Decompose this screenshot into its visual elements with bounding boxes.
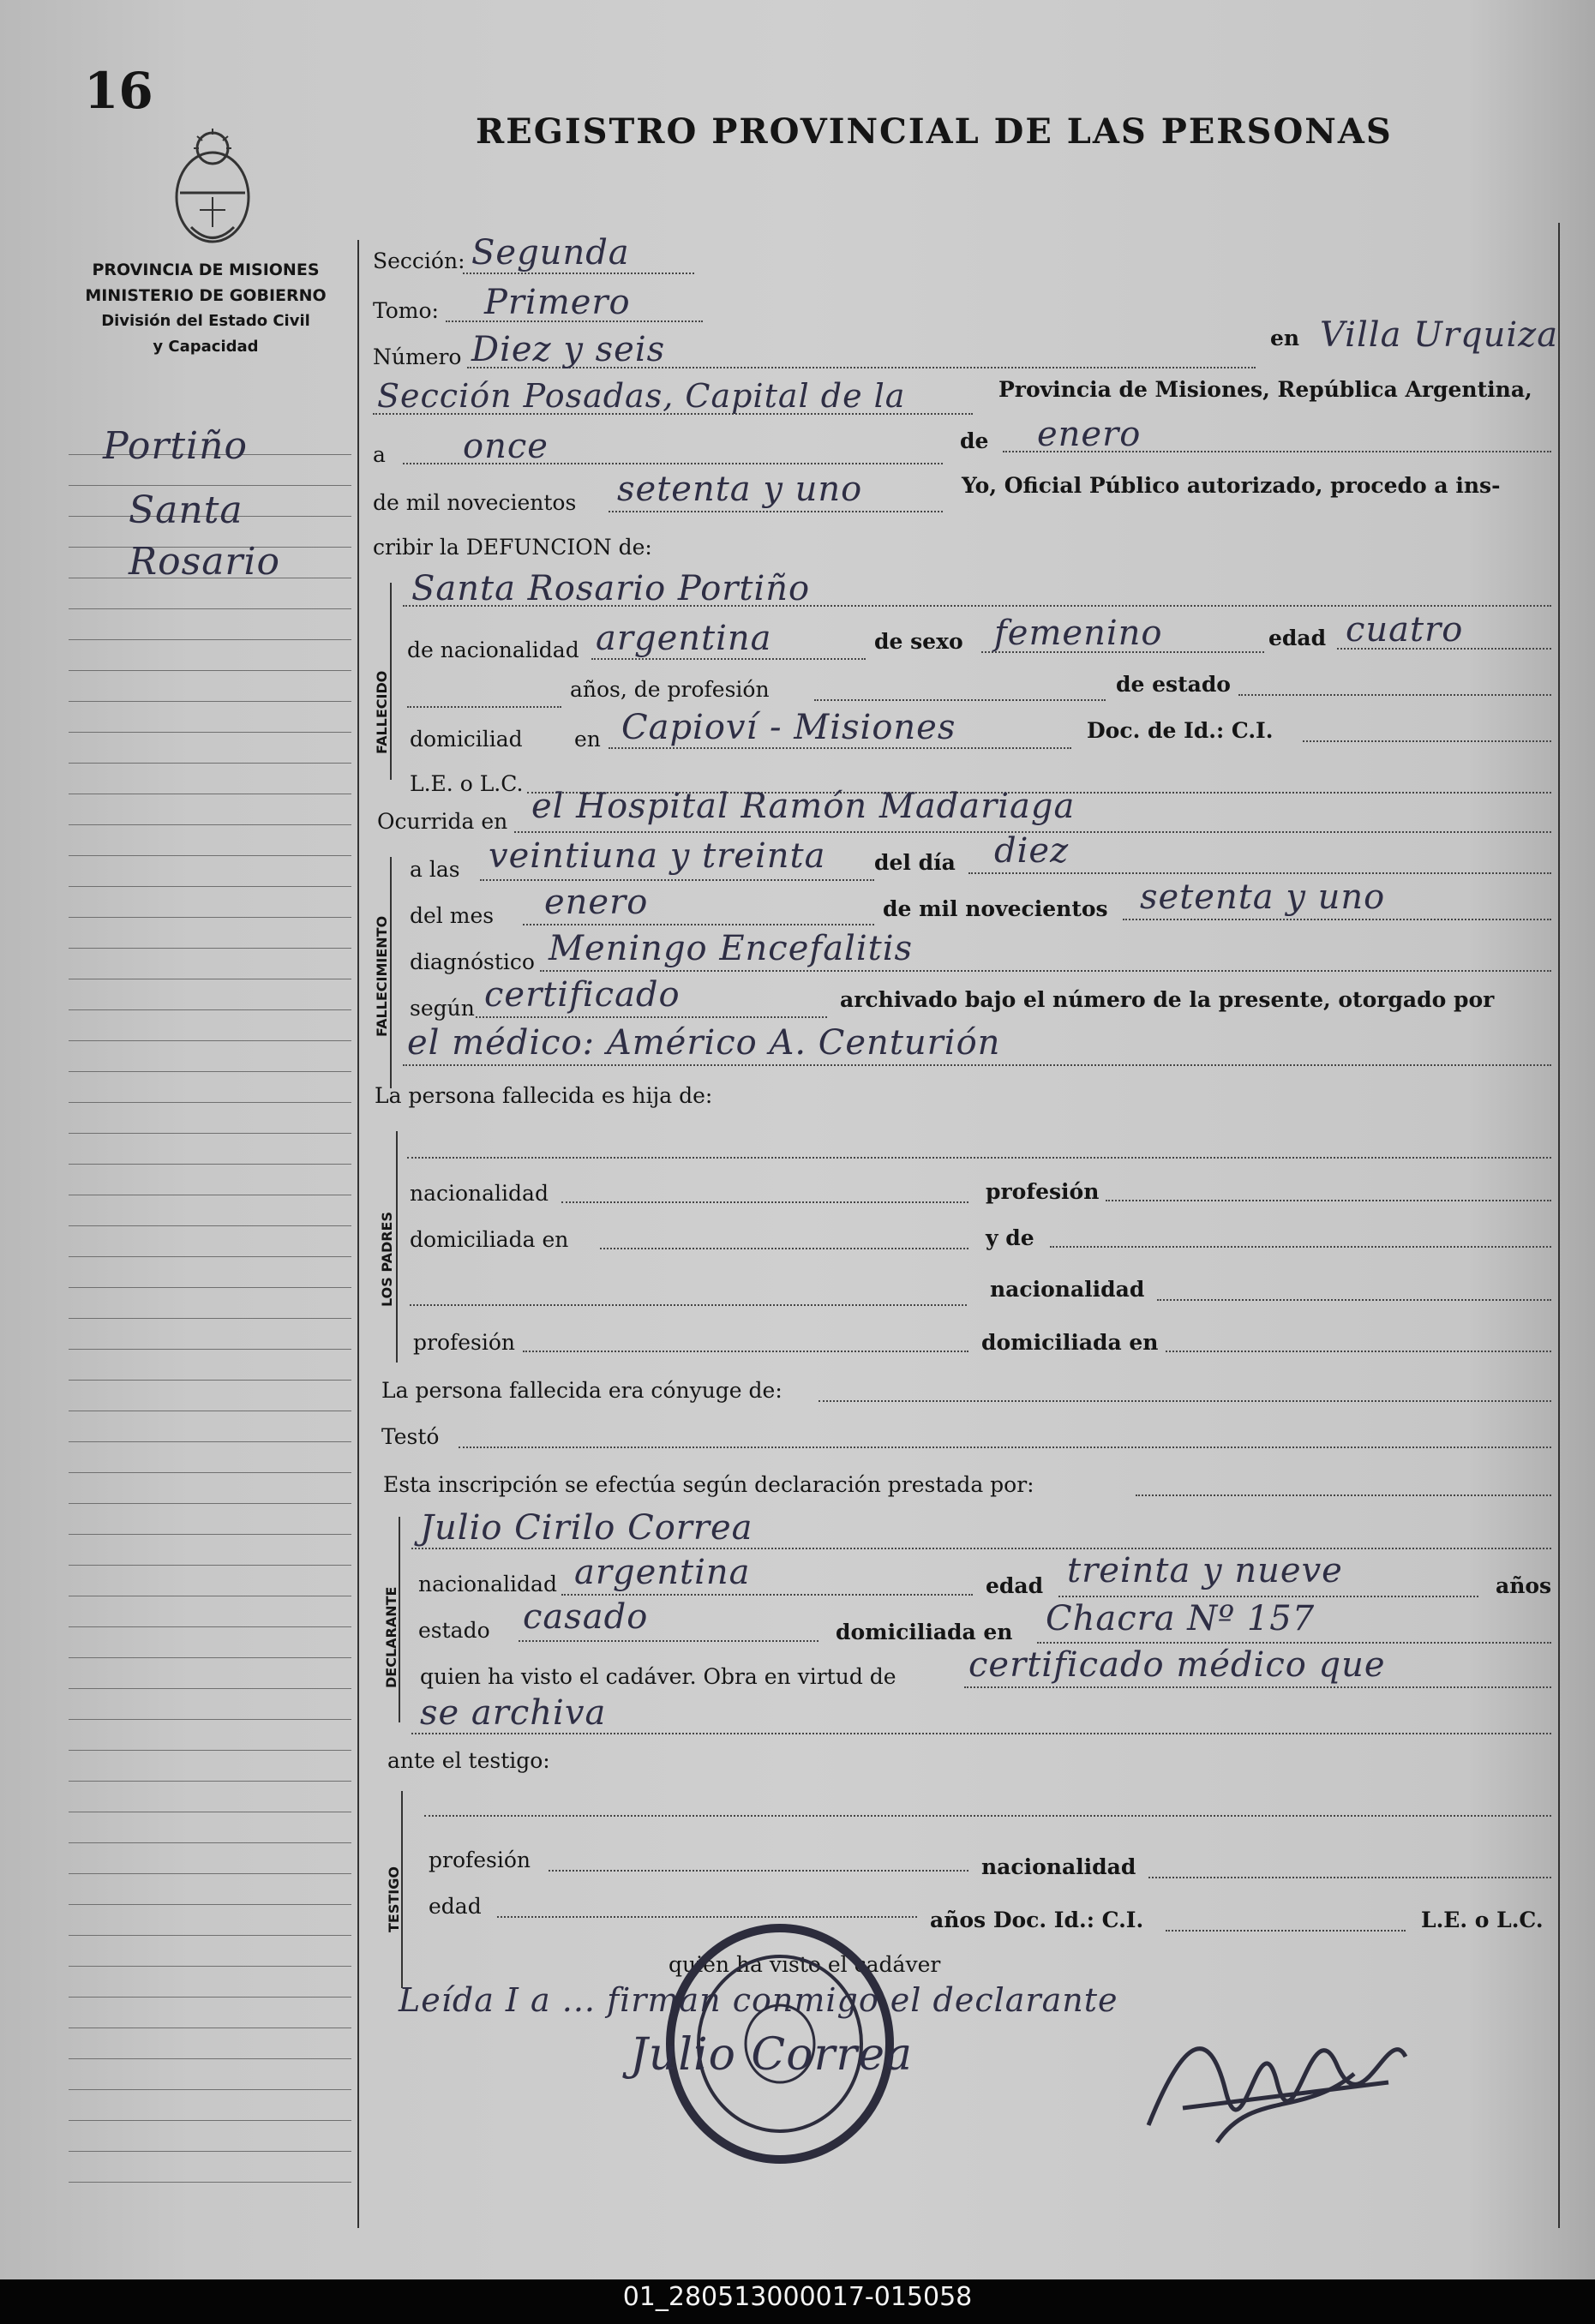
madre-extra-line: [410, 1304, 967, 1306]
margin-rule: [69, 1164, 351, 1165]
margin-rule: [69, 948, 351, 949]
margin-rule: [69, 1225, 351, 1226]
obra-value: certificado médico que: [968, 1645, 1386, 1685]
mes-muerte-value: enero: [544, 883, 649, 922]
nacionalidad-label: de nacionalidad: [407, 638, 579, 662]
leida-value: Leída I a ... firman conmigo el declarante: [399, 1981, 1118, 2019]
testigo-label: TESTIGO: [386, 1866, 402, 1932]
padres-label: LOS PADRES: [379, 1211, 395, 1307]
diagnostico-value: Meningo Encefalitis: [549, 929, 914, 968]
dia-muerte-value: diez: [994, 831, 1070, 871]
decl-anos-label: años: [1496, 1573, 1552, 1598]
margin-rule: [69, 670, 351, 671]
fallecimiento-bracket: [390, 857, 392, 1088]
en-label: en: [1270, 326, 1300, 350]
hora-value: veintiuna y treinta: [489, 836, 826, 876]
mes-value: enero: [1037, 415, 1142, 454]
anio-value: setenta y uno: [617, 470, 863, 509]
padres-bracket: [396, 1131, 398, 1363]
estado-label: de estado: [1116, 672, 1231, 697]
decl-domicilio-label: domiciliada en: [836, 1620, 1013, 1644]
margin-note-name2: Rosario: [129, 540, 281, 584]
inscribir-label: cribir la DEFUNCION de:: [373, 535, 652, 560]
del-mes-label: del mes: [410, 903, 495, 928]
madre-profesion-label: profesión: [413, 1330, 516, 1355]
issuer-capacity: y Capacidad: [153, 338, 259, 356]
anio-line: [609, 511, 943, 512]
padre-nacionalidad-label: nacionalidad: [410, 1181, 549, 1206]
decl-estado-label: estado: [418, 1618, 490, 1643]
margin-rule: [69, 1657, 351, 1658]
padre-domicilio-label: domiciliada en: [410, 1227, 569, 1252]
margin-note-surname: Portiño: [103, 424, 248, 468]
issuer-ministry: MINISTERIO DE GOBIERNO: [85, 286, 327, 305]
padre-profesion-label: profesión: [986, 1179, 1100, 1204]
margin-rule: [69, 1997, 351, 1998]
margin-rule: [69, 2151, 351, 2152]
inscripcion-label: Esta inscripción se efectúa según declaración prestada por:: [383, 1472, 1034, 1497]
right-margin-rule: [1558, 223, 1560, 2228]
decl-domicilio-value: Chacra Nº 157: [1046, 1599, 1316, 1638]
numero-label: Número: [373, 344, 462, 369]
anos-line: [407, 706, 561, 708]
margin-rule: [69, 1102, 351, 1103]
edad-value: cuatro: [1346, 610, 1464, 650]
declarante-nombre-line: [411, 1548, 1551, 1549]
seccion-value: Segunda: [471, 233, 630, 273]
domiciliado-en-label: en: [574, 727, 601, 752]
margin-rule: [69, 1009, 351, 1010]
hija-de-label: La persona fallecida es hija de:: [375, 1083, 713, 1108]
madre-nacionalidad-line: [1157, 1299, 1551, 1301]
margin-rule: [69, 1472, 351, 1473]
declarante-signature: Julio Correa: [630, 2029, 914, 2081]
fallecido-nombre-line: [403, 605, 1551, 607]
domicilio-line: [609, 747, 1071, 749]
a-las-label: a las: [410, 857, 460, 882]
fallecido-nombre-value: Santa Rosario Portiño: [411, 569, 811, 608]
dia-muerte-line: [968, 872, 1551, 874]
anio-muerte-line: [1123, 919, 1551, 920]
seccion-line: [463, 273, 694, 274]
margin-rule: [69, 1966, 351, 1967]
margin-rule: [69, 1626, 351, 1627]
decl-edad-label: edad: [986, 1573, 1044, 1598]
left-margin-rule: [357, 240, 359, 2228]
fallecimiento-label: FALLECIMIENTO: [374, 915, 390, 1037]
testigo-doc-label: años Doc. Id.: C.I.: [930, 1908, 1144, 1932]
madre-nacionalidad-label: nacionalidad: [990, 1277, 1145, 1302]
margin-rule: [69, 485, 351, 486]
margin-rule: [69, 2182, 351, 2183]
testigo-edad-line: [497, 1916, 917, 1918]
padre-nacionalidad-line: [561, 1201, 968, 1203]
anos-profesion-label: años, de profesión: [570, 677, 770, 702]
margin-rule: [69, 1688, 351, 1689]
margin-rule: [69, 917, 351, 918]
padre-domicilio-line: [600, 1248, 968, 1249]
page-number: 16: [84, 62, 153, 120]
margin-rule: [69, 639, 351, 640]
margin-rule: [69, 1380, 351, 1381]
nacionalidad-value: argentina: [596, 619, 772, 658]
conyuge-label: La persona fallecida era cónyuge de:: [381, 1378, 783, 1403]
fallecido-bracket: [390, 583, 392, 780]
numero-value: Diez y seis: [471, 330, 666, 369]
decl-nacionalidad-value: argentina: [574, 1553, 751, 1592]
madre-nombre-line: [1050, 1246, 1551, 1248]
testo-line: [459, 1447, 1551, 1448]
hora-line: [480, 879, 874, 881]
ante-testigo-label: ante el testigo:: [387, 1748, 550, 1773]
margin-rule: [69, 2089, 351, 2090]
lugar-value: Villa Urquiza: [1320, 315, 1559, 355]
testigo-le-label: L.E. o L.C.: [1421, 1908, 1544, 1932]
margin-rule: [69, 1318, 351, 1319]
decl-edad-line: [1058, 1596, 1478, 1597]
declarante-nombre-value: Julio Cirilo Correa: [420, 1508, 753, 1548]
y-de-label: y de: [986, 1225, 1034, 1250]
del-dia-label: del día: [874, 850, 956, 875]
coat-of-arms-icon: [161, 124, 264, 253]
margin-rule: [69, 1534, 351, 1535]
madre-domicilio-label: domiciliada en: [981, 1330, 1159, 1355]
margin-rule: [69, 2120, 351, 2121]
sexo-value: femenino: [994, 614, 1163, 653]
dia-value: once: [463, 427, 549, 466]
madre-domicilio-line: [1166, 1351, 1551, 1352]
margin-rule: [69, 1287, 351, 1288]
margin-rule: [69, 732, 351, 733]
margin-rule: [69, 1349, 351, 1350]
margin-rule: [69, 1719, 351, 1720]
de-label: de: [960, 428, 989, 453]
margin-rule: [69, 1503, 351, 1504]
testigo-profesion-label: profesión: [429, 1848, 531, 1872]
mil-novecientos-2-label: de mil novecientos: [883, 896, 1108, 921]
madre-profesion-line: [523, 1351, 968, 1352]
margin-rule: [69, 701, 351, 702]
quien-ha-visto-label: quien ha visto el cadáver. Obra en virtud de: [420, 1664, 896, 1689]
a-label: a: [373, 442, 386, 467]
testigo-nombre-line: [424, 1815, 1551, 1817]
margin-rule: [69, 1935, 351, 1936]
document-title: REGISTRO PROVINCIAL DE LAS PERSONAS: [476, 111, 1393, 152]
fallecido-label: FALLECIDO: [374, 670, 390, 754]
margin-rule: [69, 1904, 351, 1905]
margin-rule: [69, 1256, 351, 1257]
decl-edad-value: treinta y nueve: [1067, 1551, 1343, 1590]
obra2-value: se archiva: [420, 1693, 607, 1733]
decl-estado-value: casado: [523, 1597, 649, 1637]
nacionalidad-line: [591, 658, 866, 660]
medico-line: [403, 1064, 1551, 1066]
medico-value: el médico: Américo A. Centurión: [407, 1023, 1001, 1063]
margin-rule: [69, 1441, 351, 1442]
issuer-province: PROVINCIA DE MISIONES: [92, 261, 320, 279]
tomo-label: Tomo:: [373, 298, 439, 323]
provincia-label: Provincia de Misiones, República Argentina,: [998, 377, 1532, 402]
segun-value: certificado: [484, 975, 681, 1015]
archivado-label: archivado bajo el número de la presente, otorgado por: [840, 987, 1495, 1012]
seccion-label: Sección:: [373, 249, 465, 273]
padre-nombre-line: [407, 1157, 1551, 1159]
ocurrida-value: el Hospital Ramón Madariaga: [531, 787, 1076, 826]
decl-nacionalidad-line: [561, 1594, 973, 1596]
scan-id-label: 01_280513000017-015058: [622, 2282, 973, 2312]
doc-id-line: [1303, 740, 1551, 742]
decl-domicilio-line: [1037, 1642, 1551, 1644]
profesion-line: [814, 699, 1106, 701]
testigo-profesion-line: [549, 1870, 968, 1872]
margin-rule: [69, 608, 351, 609]
estado-line: [1238, 694, 1551, 696]
margin-rule: [69, 855, 351, 856]
conyuge-line: [818, 1400, 1551, 1402]
testigo-doc-line: [1166, 1930, 1406, 1932]
segun-line: [476, 1016, 827, 1018]
testo-label: Testó: [381, 1424, 440, 1449]
testigo-nacionalidad-label: nacionalidad: [981, 1854, 1136, 1879]
margin-rule: [69, 1133, 351, 1134]
margin-note-name1: Santa: [129, 488, 243, 532]
diagnostico-line: [540, 970, 1551, 972]
margin-rule: [69, 1842, 351, 1843]
le-lc-label: L.E. o L.C.: [410, 771, 524, 796]
margin-rule: [69, 1750, 351, 1751]
issuer-block: [60, 257, 351, 360]
issuer-division: División del Estado Civil: [101, 312, 310, 330]
diagnostico-label: diagnóstico: [410, 949, 535, 974]
seccion-lugar-value: Sección Posadas, Capital de la: [377, 377, 906, 415]
oficial-label: Yo, Oficial Público autorizado, procedo a ins-: [962, 473, 1501, 498]
sexo-label: de sexo: [874, 629, 963, 654]
margin-rule: [69, 1873, 351, 1874]
margin-rule: [69, 824, 351, 825]
testigo-nacionalidad-line: [1148, 1877, 1551, 1878]
edad-label: edad: [1268, 626, 1327, 650]
margin-rule: [69, 1781, 351, 1782]
declarante-label: DECLARANTE: [383, 1586, 399, 1688]
decl-nacionalidad-label: nacionalidad: [418, 1572, 557, 1596]
ocurrida-label: Ocurrida en: [377, 809, 508, 834]
domicilio-value: Capioví - Misiones: [621, 708, 956, 747]
obra2-line: [411, 1733, 1551, 1734]
padre-profesion-line: [1106, 1200, 1551, 1201]
testigo-quien-label: quien ha visto el cadáver: [669, 1952, 941, 1977]
testigo-edad-label: edad: [429, 1894, 482, 1919]
inscripcion-line: [1136, 1494, 1551, 1496]
margin-rule: [69, 1565, 351, 1566]
officer-signature: [1131, 1988, 1457, 2159]
obra-line: [964, 1686, 1551, 1688]
margin-rule: [69, 886, 351, 887]
segun-label: según: [410, 996, 475, 1021]
margin-rule: [69, 2058, 351, 2059]
domiciliado-label: domiciliad: [410, 727, 523, 752]
mil-novecientos-label: de mil novecientos: [373, 490, 577, 515]
doc-id-label: Doc. de Id.: C.I.: [1087, 718, 1274, 743]
seccion-lugar-line: [373, 413, 973, 415]
margin-rule: [69, 1071, 351, 1072]
margin-rule: [69, 763, 351, 764]
mes-muerte-line: [523, 924, 874, 925]
margin-rule: [69, 1040, 351, 1041]
anio-muerte-value: setenta y uno: [1140, 877, 1386, 917]
tomo-value: Primero: [484, 283, 631, 322]
decl-estado-line: [519, 1640, 818, 1642]
